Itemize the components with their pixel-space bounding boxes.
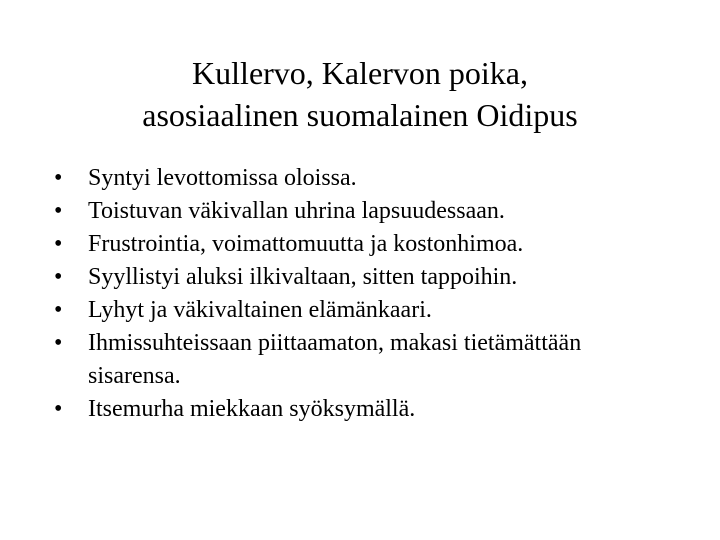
bullet-item — [54, 195, 674, 228]
bullet-dot-icon: • — [54, 231, 63, 257]
bullet-item — [54, 327, 674, 393]
bullet-dot-icon: • — [54, 198, 63, 224]
slide-title — [60, 52, 660, 136]
bullet-item — [54, 393, 674, 426]
bullet-text: Syyllistyi aluksi ilkivaltaan, sitten tappoihin. — [88, 264, 518, 290]
bullet-dot-icon: • — [54, 264, 63, 290]
bullet-text: Toistuvan väkivallan uhrina lapsuudessaan. — [88, 198, 505, 224]
bullet-text: Lyhyt ja väkivaltainen elämänkaari. — [88, 297, 432, 323]
slide-title-line-2: asosiaalinen suomalainen Oidipus — [142, 97, 578, 133]
bullet-dot-icon: • — [54, 165, 63, 191]
bullet-dot-icon: • — [54, 330, 63, 356]
bullet-text: Itsemurha miekkaan syöksymällä. — [88, 396, 416, 422]
bullet-dot-icon: • — [54, 297, 63, 323]
bullet-item — [54, 261, 674, 294]
bullet-text: Syntyi levottomissa oloissa. — [88, 165, 357, 191]
bullet-list — [54, 162, 674, 426]
slide-title-line-1: Kullervo, Kalervon poika, — [192, 55, 528, 91]
bullet-dot-icon: • — [54, 396, 63, 422]
bullet-item — [54, 228, 674, 261]
bullet-item — [54, 162, 674, 195]
bullet-text: Frustrointia, voimattomuutta ja kostonhimoa. — [88, 231, 524, 257]
bullet-item — [54, 294, 674, 327]
bullet-text: Ihmissuhteissaan piittaamaton, makasi tietämättään sisarensa. — [88, 330, 582, 389]
